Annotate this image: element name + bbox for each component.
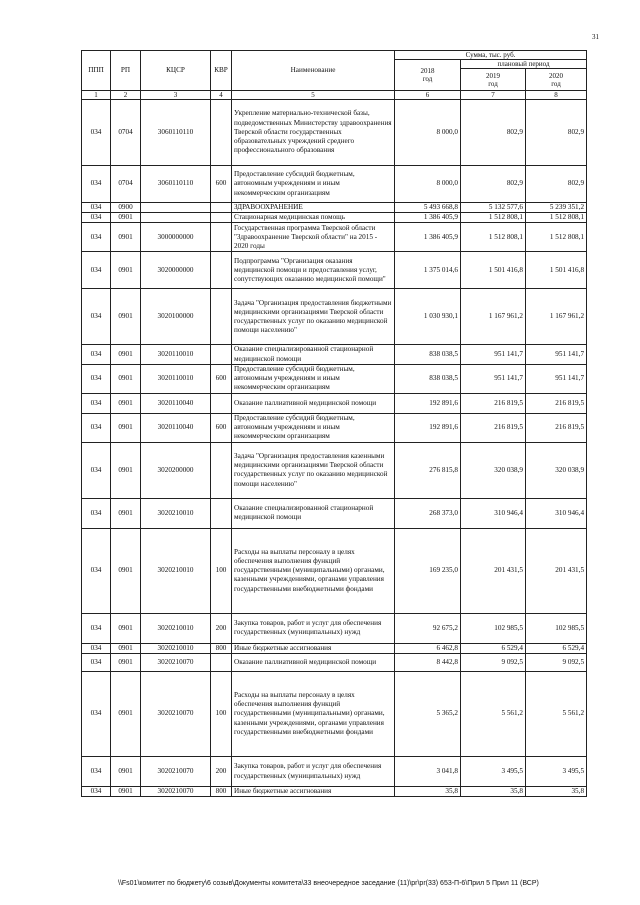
cell-rp: 0901 <box>111 345 141 364</box>
cell-kcsr: 3000000000 <box>141 223 211 252</box>
cell-kvr: 200 <box>211 613 232 643</box>
col-number: 4 <box>211 91 232 100</box>
cell-v2018: 8 442,8 <box>395 654 461 672</box>
header-ppp: ППП <box>82 51 111 91</box>
cell-name: Задача "Организация предоставления казенными медицинскими организациями Тверской области государственных услуг по оказанию медицинской помощи населению" <box>232 442 395 498</box>
cell-kvr <box>211 289 232 345</box>
cell-kvr: 600 <box>211 413 232 442</box>
table-row <box>82 166 587 203</box>
cell-v2019: 216 819,5 <box>461 393 526 413</box>
cell-kvr <box>211 345 232 364</box>
header-2020-year: 2020 <box>549 71 564 80</box>
cell-v2020: 1 512 808,1 <box>526 223 587 252</box>
cell-v2018: 5 365,2 <box>395 672 461 757</box>
cell-kcsr: 3020110010 <box>141 345 211 364</box>
cell-v2019: 1 167 961,2 <box>461 289 526 345</box>
cell-rp: 0901 <box>111 364 141 393</box>
cell-v2020: 216 819,5 <box>526 413 587 442</box>
table-row <box>82 364 587 393</box>
cell-kcsr: 3020210010 <box>141 643 211 653</box>
cell-v2018: 35,8 <box>395 787 461 797</box>
table-row <box>82 393 587 413</box>
cell-rp: 0901 <box>111 757 141 787</box>
cell-ppp: 034 <box>82 787 111 797</box>
cell-name: Иные бюджетные ассигнования <box>232 643 395 653</box>
cell-kcsr: 3020210010 <box>141 498 211 528</box>
cell-kvr <box>211 100 232 166</box>
col-number: 6 <box>395 91 461 100</box>
table-row <box>82 498 587 528</box>
table-row <box>82 413 587 442</box>
header-2018-label: год <box>422 75 433 83</box>
col-number: 1 <box>82 91 111 100</box>
file-path-footer: \\Fs01\комитет по бюджету\6 созыв\Документы комитета\33 внеочередное заседание (11)\pr\pr(33) 653-П-6\Прил 5 Прил 11 (ВСР) <box>118 880 539 887</box>
table-row <box>82 442 587 498</box>
table-row <box>82 213 587 223</box>
cell-v2019: 802,9 <box>461 166 526 203</box>
cell-kcsr <box>141 203 211 213</box>
cell-v2020: 320 038,9 <box>526 442 587 498</box>
cell-rp: 0901 <box>111 498 141 528</box>
cell-ppp: 034 <box>82 213 111 223</box>
cell-ppp: 034 <box>82 223 111 252</box>
header-2019-label: год <box>488 79 498 88</box>
cell-v2020: 1 512 808,1 <box>526 213 587 223</box>
cell-name: Расходы на выплаты персоналу в целях обеспечения выполнения функций государственными (муниципальными) органами, казенными учреждениями, органами управления государственными внебюджетными фондами <box>232 672 395 757</box>
cell-rp: 0901 <box>111 613 141 643</box>
cell-v2020: 802,9 <box>526 166 587 203</box>
cell-name: Оказание специализированной стационарной медицинской помощи <box>232 498 395 528</box>
header-sum: Сумма, тыс. руб. <box>395 51 587 60</box>
table-row <box>82 672 587 757</box>
cell-rp: 0704 <box>111 100 141 166</box>
cell-v2019: 1 501 416,8 <box>461 252 526 289</box>
table-row <box>82 654 587 672</box>
cell-kvr <box>211 498 232 528</box>
cell-v2018: 838 038,5 <box>395 364 461 393</box>
col-number: 2 <box>111 91 141 100</box>
cell-name: ЗДРАВООХРАНЕНИЕ <box>232 203 395 213</box>
cell-name: Закупка товаров, работ и услуг для обеспечения государственных (муниципальных) нужд <box>232 613 395 643</box>
cell-v2019: 1 512 808,1 <box>461 223 526 252</box>
cell-rp: 0704 <box>111 166 141 203</box>
cell-ppp: 034 <box>82 654 111 672</box>
header-rp: РП <box>111 51 141 91</box>
cell-v2019: 310 946,4 <box>461 498 526 528</box>
cell-kvr <box>211 213 232 223</box>
cell-kvr <box>211 223 232 252</box>
cell-v2019: 320 038,9 <box>461 442 526 498</box>
cell-name: Стационарная медицинская помощь <box>232 213 395 223</box>
cell-rp: 0901 <box>111 223 141 252</box>
cell-name: Предоставление субсидий бюджетным, автономным учреждениям и иным некоммерческим организациям <box>232 166 395 203</box>
cell-kvr: 800 <box>211 643 232 653</box>
cell-v2019: 9 092,5 <box>461 654 526 672</box>
col-number: 5 <box>232 91 395 100</box>
header-2018 <box>395 60 461 91</box>
cell-v2019: 951 141,7 <box>461 364 526 393</box>
cell-name: Закупка товаров, работ и услуг для обеспечения государственных (муниципальных) нужд <box>232 757 395 787</box>
cell-kvr: 600 <box>211 166 232 203</box>
cell-v2018: 5 493 668,8 <box>395 203 461 213</box>
header-kvr: КВР <box>211 51 232 91</box>
cell-v2018: 192 891,6 <box>395 413 461 442</box>
cell-kcsr: 3020000000 <box>141 252 211 289</box>
cell-kcsr: 3060110110 <box>141 166 211 203</box>
cell-v2020: 5 561,2 <box>526 672 587 757</box>
cell-v2019: 3 495,5 <box>461 757 526 787</box>
cell-name: Иные бюджетные ассигнования <box>232 787 395 797</box>
cell-rp: 0901 <box>111 393 141 413</box>
cell-v2020: 5 239 351,2 <box>526 203 587 213</box>
cell-kcsr: 3020210070 <box>141 654 211 672</box>
cell-kvr: 100 <box>211 672 232 757</box>
cell-name: Укрепление материально-технической базы, подведомственных Министерству здравоохранения Тверской области государственных образовательных учреждений среднего профессионального образования <box>232 100 395 166</box>
cell-ppp: 034 <box>82 364 111 393</box>
cell-name: Оказание паллиативной медицинской помощи <box>232 654 395 672</box>
cell-v2018: 276 815,8 <box>395 442 461 498</box>
cell-rp: 0901 <box>111 413 141 442</box>
table-row <box>82 203 587 213</box>
header-kcsr: КЦСР <box>141 51 211 91</box>
cell-v2020: 35,8 <box>526 787 587 797</box>
table-row <box>82 643 587 653</box>
cell-v2019: 102 985,5 <box>461 613 526 643</box>
cell-rp: 0900 <box>111 203 141 213</box>
cell-kvr <box>211 654 232 672</box>
cell-rp: 0901 <box>111 213 141 223</box>
cell-rp: 0901 <box>111 654 141 672</box>
col-number: 8 <box>526 91 587 100</box>
header-name: Наименование <box>232 51 395 91</box>
cell-v2019: 35,8 <box>461 787 526 797</box>
cell-name: Задача "Организация предоставления бюджетными медицинскими организациями Тверской области государственных услуг по оказанию медицинской помощи населению" <box>232 289 395 345</box>
cell-v2020: 3 495,5 <box>526 757 587 787</box>
cell-ppp: 034 <box>82 393 111 413</box>
cell-rp: 0901 <box>111 672 141 757</box>
cell-ppp: 034 <box>82 413 111 442</box>
cell-v2018: 268 373,0 <box>395 498 461 528</box>
cell-v2019: 5 561,2 <box>461 672 526 757</box>
cell-kvr: 100 <box>211 528 232 613</box>
table-row <box>82 252 587 289</box>
cell-name: Расходы на выплаты персоналу в целях обеспечения выполнения функций государственными (муниципальными) органами, казенными учреждениями, органами управления государственными внебюджетными фондами <box>232 528 395 613</box>
table-row <box>82 787 587 797</box>
header-2020 <box>526 69 587 91</box>
header-2018-year: 2018 <box>420 67 435 75</box>
cell-kcsr: 3020210010 <box>141 613 211 643</box>
cell-v2018: 169 235,0 <box>395 528 461 613</box>
cell-v2018: 838 038,5 <box>395 345 461 364</box>
header-2019-year: 2019 <box>486 71 500 80</box>
cell-v2018: 1 375 014,6 <box>395 252 461 289</box>
cell-rp: 0901 <box>111 442 141 498</box>
cell-kcsr: 3020100000 <box>141 289 211 345</box>
cell-ppp: 034 <box>82 442 111 498</box>
cell-kvr <box>211 252 232 289</box>
header-plan: плановый период <box>461 60 587 69</box>
cell-kcsr: 3020110040 <box>141 413 211 442</box>
table-row <box>82 345 587 364</box>
cell-v2019: 1 512 808,1 <box>461 213 526 223</box>
cell-v2020: 6 529,4 <box>526 643 587 653</box>
table-row <box>82 613 587 643</box>
cell-ppp: 034 <box>82 252 111 289</box>
cell-name: Подпрограмма "Организация оказания медицинской помощи и предоставления услуг, сопутствующих оказанию медицинской помощи" <box>232 252 395 289</box>
cell-v2019: 802,9 <box>461 100 526 166</box>
col-number: 3 <box>141 91 211 100</box>
cell-ppp: 034 <box>82 166 111 203</box>
cell-kvr <box>211 203 232 213</box>
cell-ppp: 034 <box>82 643 111 653</box>
table-row <box>82 528 587 613</box>
cell-v2020: 802,9 <box>526 100 587 166</box>
cell-ppp: 034 <box>82 528 111 613</box>
cell-name: Оказание паллиативной медицинской помощи <box>232 393 395 413</box>
cell-v2018: 8 000,0 <box>395 100 461 166</box>
cell-v2019: 201 431,5 <box>461 528 526 613</box>
cell-v2019: 216 819,5 <box>461 413 526 442</box>
cell-v2019: 5 132 577,6 <box>461 203 526 213</box>
cell-rp: 0901 <box>111 289 141 345</box>
header-2020-label: год <box>551 79 561 88</box>
cell-v2018: 3 041,8 <box>395 757 461 787</box>
cell-v2020: 201 431,5 <box>526 528 587 613</box>
cell-rp: 0901 <box>111 643 141 653</box>
cell-kcsr: 3020210070 <box>141 757 211 787</box>
cell-kcsr: 3020210070 <box>141 787 211 797</box>
cell-ppp: 034 <box>82 613 111 643</box>
cell-name: Оказание специализированной стационарной медицинской помощи <box>232 345 395 364</box>
cell-kcsr: 3060110110 <box>141 100 211 166</box>
cell-name: Предоставление субсидий бюджетным, автономным учреждениям и иным некоммерческим организациям <box>232 413 395 442</box>
cell-kcsr <box>141 213 211 223</box>
cell-v2020: 1 501 416,8 <box>526 252 587 289</box>
cell-v2020: 9 092,5 <box>526 654 587 672</box>
cell-v2020: 951 141,7 <box>526 364 587 393</box>
cell-kvr <box>211 393 232 413</box>
cell-ppp: 034 <box>82 757 111 787</box>
cell-v2018: 192 891,6 <box>395 393 461 413</box>
cell-rp: 0901 <box>111 528 141 613</box>
col-number: 7 <box>461 91 526 100</box>
cell-v2020: 1 167 961,2 <box>526 289 587 345</box>
table-row <box>82 223 587 252</box>
cell-ppp: 034 <box>82 498 111 528</box>
cell-kcsr: 3020110010 <box>141 364 211 393</box>
cell-kvr: 200 <box>211 757 232 787</box>
cell-name: Предоставление субсидий бюджетным, автономным учреждениям и иным некоммерческим организациям <box>232 364 395 393</box>
cell-ppp: 034 <box>82 100 111 166</box>
cell-ppp: 034 <box>82 345 111 364</box>
cell-v2018: 92 675,2 <box>395 613 461 643</box>
cell-kcsr: 3020110040 <box>141 393 211 413</box>
cell-v2020: 216 819,5 <box>526 393 587 413</box>
cell-kcsr: 3020210010 <box>141 528 211 613</box>
table-row <box>82 100 587 166</box>
cell-kcsr: 3020200000 <box>141 442 211 498</box>
cell-name: Государственная программа Тверской области "Здравоохранение Тверской области" на 2015 - 2020 годы <box>232 223 395 252</box>
cell-v2018: 8 000,0 <box>395 166 461 203</box>
cell-v2018: 1 030 930,1 <box>395 289 461 345</box>
table-row <box>82 289 587 345</box>
header-2019 <box>461 69 526 91</box>
cell-v2020: 310 946,4 <box>526 498 587 528</box>
cell-ppp: 034 <box>82 203 111 213</box>
cell-v2020: 951 141,7 <box>526 345 587 364</box>
cell-v2018: 6 462,8 <box>395 643 461 653</box>
table-row <box>82 757 587 787</box>
cell-v2020: 102 985,5 <box>526 613 587 643</box>
cell-kvr: 800 <box>211 787 232 797</box>
cell-v2018: 1 386 405,9 <box>395 223 461 252</box>
cell-v2019: 6 529,4 <box>461 643 526 653</box>
cell-kvr: 600 <box>211 364 232 393</box>
budget-table <box>81 50 587 797</box>
cell-kvr <box>211 442 232 498</box>
cell-v2019: 951 141,7 <box>461 345 526 364</box>
cell-v2018: 1 386 405,9 <box>395 213 461 223</box>
cell-rp: 0901 <box>111 252 141 289</box>
cell-kcsr: 3020210070 <box>141 672 211 757</box>
cell-ppp: 034 <box>82 289 111 345</box>
cell-rp: 0901 <box>111 787 141 797</box>
page-number: 31 <box>592 33 599 41</box>
cell-ppp: 034 <box>82 672 111 757</box>
